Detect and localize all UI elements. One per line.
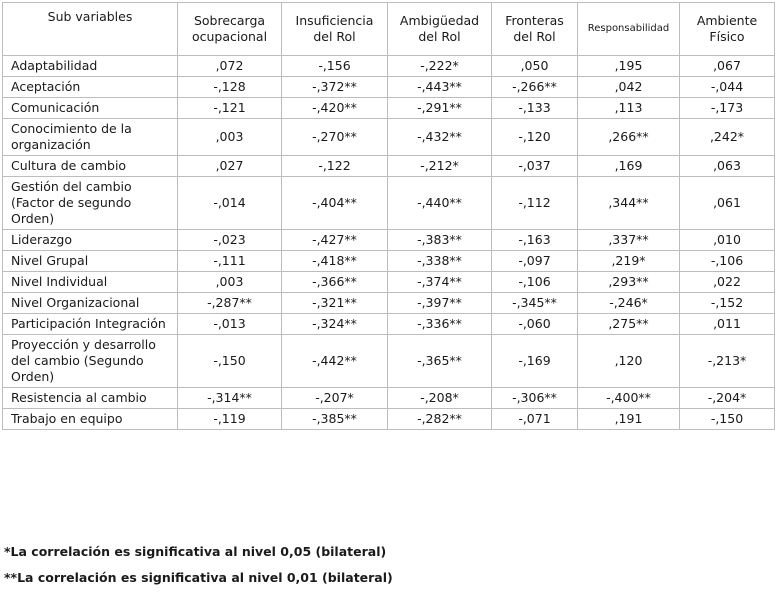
correlation-table [2, 2, 775, 430]
correlation-cell: -,365** [388, 335, 492, 388]
correlation-cell: -,385** [282, 409, 388, 430]
correlation-cell: ,191 [578, 409, 680, 430]
footnote-significance-005: *La correlación es significativa al nivel 0,05 (bilateral) [4, 544, 387, 559]
correlation-cell: -,173 [680, 98, 775, 119]
correlation-cell: -,097 [492, 251, 578, 272]
correlation-cell: ,042 [578, 77, 680, 98]
correlation-cell: -,152 [680, 293, 775, 314]
table-row [3, 77, 775, 98]
correlation-cell: -,014 [178, 177, 282, 230]
correlation-cell: -,212* [388, 156, 492, 177]
correlation-cell: ,293** [578, 272, 680, 293]
correlation-cell: ,011 [680, 314, 775, 335]
correlation-cell: ,067 [680, 56, 775, 77]
row-label: Participación Integración [3, 314, 178, 335]
table-row [3, 272, 775, 293]
correlation-cell: -,383** [388, 230, 492, 251]
correlation-cell: -,418** [282, 251, 388, 272]
row-label: Nivel Organizacional [3, 293, 178, 314]
row-label: Aceptación [3, 77, 178, 98]
correlation-cell: -,106 [680, 251, 775, 272]
correlation-cell: -,314** [178, 388, 282, 409]
row-label: Liderazgo [3, 230, 178, 251]
correlation-cell: -,071 [492, 409, 578, 430]
row-label: Trabajo en equipo [3, 409, 178, 430]
correlation-cell: -,150 [178, 335, 282, 388]
correlation-cell: -,133 [492, 98, 578, 119]
column-header: Sobrecarga ocupacional [178, 3, 282, 56]
correlation-cell: ,061 [680, 177, 775, 230]
correlation-cell: -,372** [282, 77, 388, 98]
correlation-cell: -,204* [680, 388, 775, 409]
correlation-cell: -,122 [282, 156, 388, 177]
column-header: Insuficiencia del Rol [282, 3, 388, 56]
row-label: Comunicación [3, 98, 178, 119]
correlation-cell: -,163 [492, 230, 578, 251]
correlation-cell: -,336** [388, 314, 492, 335]
correlation-cell: -,374** [388, 272, 492, 293]
table-header [3, 3, 775, 56]
correlation-cell: -,440** [388, 177, 492, 230]
correlation-cell: ,266** [578, 119, 680, 156]
table-row [3, 98, 775, 119]
correlation-cell: -,120 [492, 119, 578, 156]
correlation-cell: -,213* [680, 335, 775, 388]
table-row [3, 293, 775, 314]
table-row [3, 409, 775, 430]
table-row [3, 119, 775, 156]
table-row [3, 156, 775, 177]
correlation-cell: -,119 [178, 409, 282, 430]
correlation-cell: -,432** [388, 119, 492, 156]
correlation-cell: -,106 [492, 272, 578, 293]
correlation-cell: -,121 [178, 98, 282, 119]
table-row [3, 230, 775, 251]
correlation-cell: ,072 [178, 56, 282, 77]
correlation-cell: -,037 [492, 156, 578, 177]
table-row [3, 335, 775, 388]
correlation-cell: -,366** [282, 272, 388, 293]
correlation-cell: -,128 [178, 77, 282, 98]
correlation-cell: ,195 [578, 56, 680, 77]
correlation-cell: ,010 [680, 230, 775, 251]
correlation-cell: -,013 [178, 314, 282, 335]
correlation-cell: -,420** [282, 98, 388, 119]
correlation-cell: ,344** [578, 177, 680, 230]
table-row [3, 56, 775, 77]
correlation-cell: -,427** [282, 230, 388, 251]
correlation-cell: -,338** [388, 251, 492, 272]
correlation-cell: -,287** [178, 293, 282, 314]
correlation-cell: ,003 [178, 119, 282, 156]
correlation-cell: -,156 [282, 56, 388, 77]
correlation-cell: -,150 [680, 409, 775, 430]
correlation-cell: -,060 [492, 314, 578, 335]
table-row [3, 314, 775, 335]
correlation-cell: ,022 [680, 272, 775, 293]
row-label: Adaptabilidad [3, 56, 178, 77]
correlation-cell: -,321** [282, 293, 388, 314]
correlation-cell: -,345** [492, 293, 578, 314]
correlation-cell: ,050 [492, 56, 578, 77]
correlation-cell: -,044 [680, 77, 775, 98]
footnote-significance-001: **La correlación es significativa al nivel 0,01 (bilateral) [4, 570, 393, 585]
header-sub-variables: Sub variables [3, 3, 178, 56]
footnotes [4, 544, 393, 596]
correlation-cell: -,324** [282, 314, 388, 335]
correlation-cell: -,169 [492, 335, 578, 388]
correlation-cell: ,242* [680, 119, 775, 156]
table-row [3, 251, 775, 272]
correlation-cell: -,400** [578, 388, 680, 409]
row-label: Nivel Grupal [3, 251, 178, 272]
correlation-cell: -,397** [388, 293, 492, 314]
correlation-cell: ,337** [578, 230, 680, 251]
column-header: Fronteras del Rol [492, 3, 578, 56]
correlation-cell: ,219* [578, 251, 680, 272]
correlation-cell: -,111 [178, 251, 282, 272]
column-header: Ambiente Físico [680, 3, 775, 56]
correlation-cell: ,113 [578, 98, 680, 119]
correlation-cell: -,112 [492, 177, 578, 230]
correlation-cell: -,443** [388, 77, 492, 98]
correlation-cell: -,023 [178, 230, 282, 251]
row-label: Cultura de cambio [3, 156, 178, 177]
correlation-cell: ,275** [578, 314, 680, 335]
correlation-cell: -,270** [282, 119, 388, 156]
table-row [3, 388, 775, 409]
correlation-cell: ,120 [578, 335, 680, 388]
table-row [3, 177, 775, 230]
correlation-cell: -,306** [492, 388, 578, 409]
header-row [3, 3, 775, 56]
correlation-cell: -,207* [282, 388, 388, 409]
correlation-cell: -,442** [282, 335, 388, 388]
correlation-cell: ,003 [178, 272, 282, 293]
correlation-cell: -,266** [492, 77, 578, 98]
row-label: Conocimiento de la organización [3, 119, 178, 156]
column-header: Responsabilidad [578, 3, 680, 56]
correlation-cell: -,246* [578, 293, 680, 314]
row-label: Proyección y desarrollo del cambio (Segundo Orden) [3, 335, 178, 388]
table-body [3, 56, 775, 430]
row-label: Resistencia al cambio [3, 388, 178, 409]
correlation-cell: ,169 [578, 156, 680, 177]
row-label: Nivel Individual [3, 272, 178, 293]
row-label: Gestión del cambio (Factor de segundo Orden) [3, 177, 178, 230]
correlation-cell: ,027 [178, 156, 282, 177]
correlation-cell: -,222* [388, 56, 492, 77]
correlation-cell: -,208* [388, 388, 492, 409]
correlation-cell: ,063 [680, 156, 775, 177]
column-header: Ambigüedad del Rol [388, 3, 492, 56]
correlation-cell: -,404** [282, 177, 388, 230]
correlation-cell: -,291** [388, 98, 492, 119]
correlation-cell: -,282** [388, 409, 492, 430]
